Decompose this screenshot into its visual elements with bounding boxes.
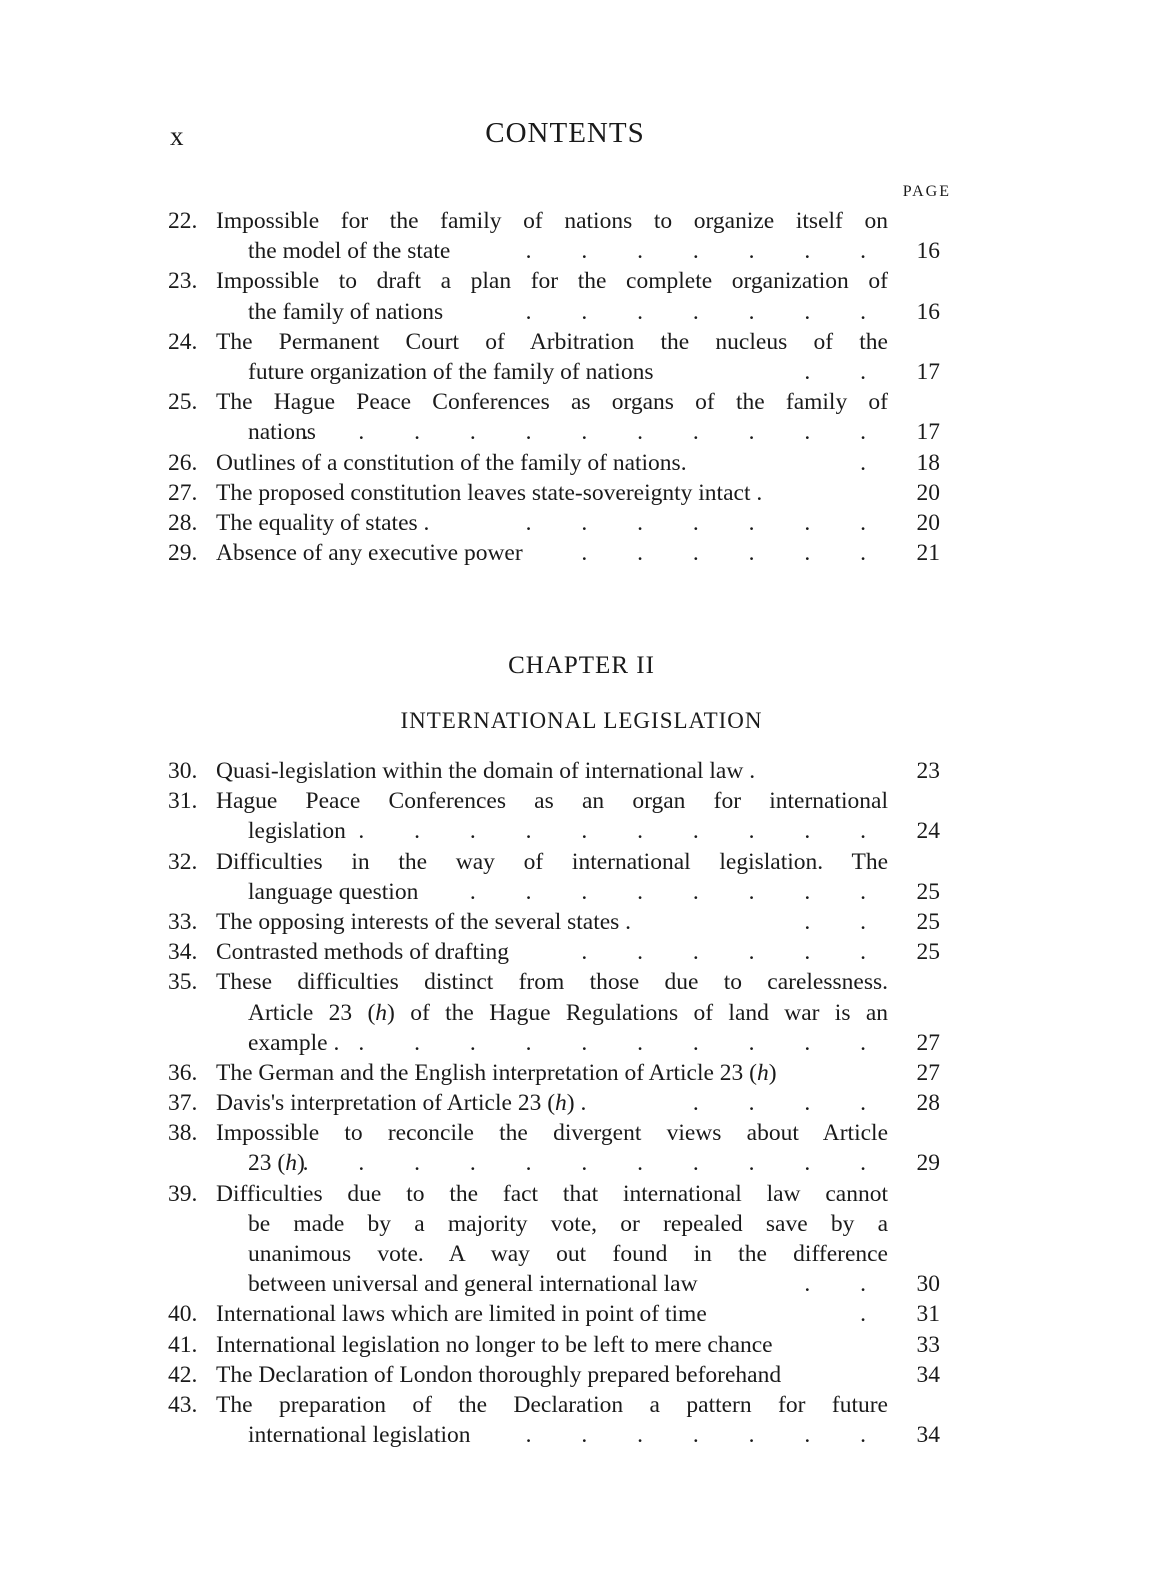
entry-text: Impossible for the family of nations to organize itself on bbox=[216, 208, 888, 234]
entry-text: The Permanent Court of Arbitration the nucleus of the bbox=[216, 328, 888, 355]
entry-text: Difficulties in the way of international legislation. The bbox=[216, 848, 888, 875]
toc-entry bbox=[168, 937, 958, 967]
entry-text: Difficulties due to the fact that international law cannot bbox=[216, 1180, 888, 1207]
entry-number: 30. bbox=[168, 758, 198, 784]
leader-dots: . . . . . . . bbox=[525, 509, 888, 536]
entry-text: Quasi-legislation within the domain of international law . bbox=[216, 758, 756, 784]
toc-entry bbox=[168, 756, 958, 786]
entry-text: Impossible to draft a plan for the complete organization of bbox=[216, 268, 888, 295]
entry-number: 29. bbox=[168, 540, 198, 567]
leader-dots: . . . . . . . bbox=[525, 238, 888, 265]
entry-number: 23. bbox=[168, 268, 198, 295]
toc-entry bbox=[168, 538, 958, 568]
entry-number: 32. bbox=[168, 848, 198, 875]
entry-page: 27 bbox=[916, 1059, 940, 1086]
toc-entry bbox=[168, 1058, 958, 1088]
entry-number: 42. bbox=[168, 1361, 198, 1388]
leader-dots: . bbox=[860, 1301, 888, 1328]
leader-dots: . . . . . . . . . . . bbox=[302, 1150, 888, 1177]
entry-page: 16 bbox=[916, 238, 940, 265]
leader-dots: . . . . bbox=[692, 1090, 888, 1117]
entry-text: Impossible to reconcile the divergent views about Article bbox=[216, 1120, 888, 1147]
entry-text: example . bbox=[248, 1029, 340, 1056]
entry-page: 23 bbox=[916, 758, 940, 784]
entry-number: 38. bbox=[168, 1120, 198, 1147]
entry-text: international legislation bbox=[248, 1422, 471, 1449]
entry-text: legislation bbox=[248, 818, 346, 845]
entry-page: 20 bbox=[916, 479, 940, 506]
leader-dots: . . . . . . . bbox=[525, 298, 888, 325]
toc-entry bbox=[168, 266, 958, 326]
entry-page: 17 bbox=[916, 358, 940, 385]
toc-section-chapter-1 bbox=[168, 206, 958, 568]
toc-entry bbox=[168, 1118, 958, 1178]
entry-text: the family of nations bbox=[248, 298, 444, 325]
leader-dots: . . . . . . . . . . bbox=[358, 818, 888, 845]
entry-text: 23 (h) bbox=[248, 1150, 305, 1177]
toc-entry bbox=[168, 1360, 958, 1390]
entry-page: 31 bbox=[916, 1301, 940, 1328]
entry-text: The proposed constitution leaves state-sovereignty intact . bbox=[216, 479, 763, 506]
toc-entry bbox=[168, 967, 958, 1058]
entry-text: the model of the state bbox=[248, 238, 451, 265]
entry-number: 41. bbox=[168, 1331, 198, 1358]
chapter-title: INTERNATIONAL LEGISLATION bbox=[400, 708, 763, 733]
entry-text: nations bbox=[248, 419, 316, 446]
entry-page: 34 bbox=[916, 1422, 940, 1449]
toc-entry bbox=[168, 206, 958, 266]
leader-dots: . . . . . . . . . . . bbox=[302, 419, 888, 446]
leader-dots: . . . . . . bbox=[581, 540, 888, 567]
toc-entry bbox=[168, 327, 958, 387]
entry-text: Davis's interpretation of Article 23 (h) . bbox=[216, 1090, 587, 1117]
toc-entry bbox=[168, 1299, 958, 1329]
toc-entry bbox=[168, 508, 958, 538]
leader-dots: . bbox=[860, 449, 888, 476]
entry-page: 34 bbox=[916, 1361, 940, 1388]
leader-dots: . . . . . . . . . . bbox=[358, 1029, 888, 1056]
entry-text: The equality of states . bbox=[216, 509, 430, 536]
entry-text: unanimous vote. A way out found in the difference bbox=[248, 1241, 888, 1267]
entry-page: 20 bbox=[916, 509, 940, 536]
entry-text: be made by a majority vote, or repealed save by a bbox=[248, 1210, 888, 1237]
toc-entry bbox=[168, 1088, 958, 1118]
entry-number: 22. bbox=[168, 208, 198, 234]
entry-page: 16 bbox=[916, 298, 940, 325]
entry-text: Article 23 (h) of the Hague Regulations of land war is an bbox=[248, 999, 889, 1026]
entry-number: 26. bbox=[168, 449, 198, 476]
entry-text: future organization of the family of nations bbox=[248, 358, 654, 385]
entry-text: International laws which are limited in point of time bbox=[216, 1301, 707, 1328]
toc-entry bbox=[168, 448, 958, 478]
entry-number: 28. bbox=[168, 509, 198, 536]
leader-dots: . . . . . . . bbox=[525, 1422, 888, 1449]
entry-number: 40. bbox=[168, 1301, 198, 1328]
leader-dots: . . bbox=[804, 908, 888, 935]
entry-text: These difficulties distinct from those due to carelessness. bbox=[216, 969, 888, 996]
chapter-heading: CHAPTER II bbox=[508, 652, 655, 679]
entry-number: 36. bbox=[168, 1059, 198, 1086]
entry-page: 27 bbox=[916, 1029, 940, 1056]
entry-number: 34. bbox=[168, 939, 198, 966]
entry-page: 25 bbox=[916, 939, 940, 966]
entry-number: 37. bbox=[168, 1090, 198, 1117]
entry-text: The Declaration of London thoroughly prepared beforehand bbox=[216, 1361, 782, 1388]
entry-page: 25 bbox=[916, 878, 940, 905]
entry-number: 43. bbox=[168, 1391, 198, 1418]
entry-page: 30 bbox=[916, 1271, 940, 1298]
entry-page: 25 bbox=[916, 908, 940, 935]
entry-number: 35. bbox=[168, 969, 198, 996]
toc-entry bbox=[168, 847, 958, 907]
entry-number: 31. bbox=[168, 788, 198, 815]
toc-entry bbox=[168, 907, 958, 937]
entry-page: 17 bbox=[916, 419, 940, 446]
toc-entry bbox=[168, 1179, 958, 1300]
leader-dots: . . bbox=[804, 358, 888, 385]
toc-entry bbox=[168, 786, 958, 846]
toc-entry bbox=[168, 387, 958, 447]
entry-text: International legislation no longer to be left to mere chance bbox=[216, 1331, 773, 1358]
page-title: CONTENTS bbox=[485, 117, 645, 149]
page-number: x bbox=[170, 121, 184, 151]
entry-number: 24. bbox=[168, 328, 198, 355]
toc-entry bbox=[168, 478, 958, 508]
entry-number: 39. bbox=[168, 1180, 198, 1207]
entry-text: Contrasted methods of drafting bbox=[216, 939, 510, 966]
toc-entry bbox=[168, 1330, 958, 1360]
page-column-label: PAGE bbox=[902, 183, 951, 200]
running-head bbox=[170, 117, 960, 157]
toc-section-chapter-2 bbox=[168, 756, 958, 1450]
leader-dots: . . bbox=[804, 1271, 888, 1298]
entry-text: between universal and general international law bbox=[248, 1271, 698, 1298]
entry-text: Outlines of a constitution of the family of nations. bbox=[216, 449, 687, 476]
entry-page: 21 bbox=[916, 540, 940, 567]
entry-text: The German and the English interpretation of Article 23 (h) bbox=[216, 1059, 777, 1086]
entry-page: 18 bbox=[916, 449, 940, 476]
leader-dots: . . . . . . . . bbox=[469, 878, 888, 905]
entry-page: 33 bbox=[916, 1331, 940, 1358]
entry-number: 25. bbox=[168, 389, 198, 416]
entry-text: Absence of any executive power bbox=[216, 540, 523, 567]
entry-text: The preparation of the Declaration a pattern for future bbox=[216, 1391, 888, 1418]
entry-text: The opposing interests of the several states . bbox=[216, 908, 632, 935]
toc-entry bbox=[168, 1390, 958, 1450]
entry-text: language question bbox=[248, 878, 419, 905]
entry-text: Hague Peace Conferences as an organ for international bbox=[216, 788, 888, 815]
entry-number: 33. bbox=[168, 908, 198, 935]
entry-page: 28 bbox=[916, 1090, 940, 1117]
entry-text: The Hague Peace Conferences as organs of the family of bbox=[216, 389, 888, 416]
entry-page: 29 bbox=[916, 1150, 940, 1177]
entry-page: 24 bbox=[916, 818, 940, 845]
entry-number: 27. bbox=[168, 479, 198, 506]
leader-dots: . . . . . . bbox=[581, 939, 888, 966]
